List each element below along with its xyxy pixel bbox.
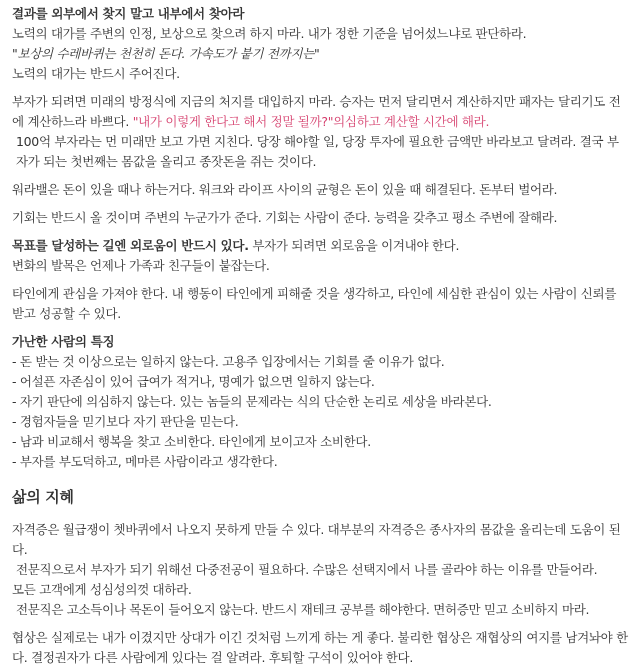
- paragraph-text: 부자가 되려면 외로움을 이겨내야 한다.: [248, 238, 460, 253]
- paragraph-line: 노력의 대가는 반드시 주어진다.: [12, 66, 180, 81]
- list-item: - 부자를 부도덕하고, 메마른 사람이라고 생각한다.: [12, 454, 278, 469]
- section-poor-traits: [12, 332, 628, 472]
- paragraph-line: 모든 고객에게 성심성의껏 대하라.: [12, 582, 192, 597]
- section-title: 가난한 사람의 특징: [12, 334, 115, 349]
- list-item: - 돈 받는 것 이상으로는 일하지 않는다. 고용주 입장에서는 기회를 줄 이유가 없다.: [12, 354, 445, 369]
- bold-text: 목표를 달성하는 길엔 외로움이 반드시 있다.: [12, 238, 249, 253]
- section-life-wisdom: [12, 520, 628, 620]
- paragraph-line: 전문직은 고소득이나 목돈이 들어오지 않는다. 반드시 재테크 공부를 해야한다. 면허증만 믿고 소비하지 마라.: [16, 602, 590, 617]
- list-item: - 자기 판단에 의심하지 않는다. 있는 놈들의 문제라는 식의 단순한 논리로 세상을 바라본다.: [12, 394, 492, 409]
- section-loneliness: [12, 236, 628, 276]
- paragraph-line: 워라밸은 돈이 있을 때나 하는거다. 워크와 라이프 사이의 균형은 돈이 있을 때 해결된다. 돈부터 벌어라.: [12, 182, 558, 197]
- paragraph: [12, 92, 628, 132]
- list-item: - 경험자들을 믿기보다 자기 판단을 믿는다.: [12, 414, 239, 429]
- list-item: - 남과 비교해서 행복을 찾고 소비한다. 타인에게 보이고자 소비한다.: [12, 434, 371, 449]
- paragraph-line: 변화의 발목은 언제나 가족과 친구들이 붙잡는다.: [12, 258, 270, 273]
- paragraph: 타인에게 관심을 가져야 한다. 내 행동이 타인에게 피해줄 것을 생각하고, 타인에 세심한 관심이 있는 사람이 신뢰를 받고 성공할 수 있다.: [12, 286, 617, 321]
- paragraph-line: 전문직으로서 부자가 되기 위해선 다중전공이 필요하다. 수많은 선택지에서 나를 골라야 하는 이유를 만들어라.: [16, 562, 598, 577]
- paragraph-text: 부자가 되려면 미래의 방정식에 지금의 처지를 대입하지 마라. 승자는 먼저 달리면서 계산하지만 패자는 달리기도 전에 계산하느라 바쁘다.: [12, 94, 621, 129]
- section-work-life: [12, 180, 628, 200]
- paragraph: 100억 부자라는 먼 미래만 보고 가면 지친다. 당장 해야할 일, 당장 투자에 필요한 금액만 바라보고 달려라. 결국 부자가 되는 첫번째는 몸값을 올리고 종잣돈을 쥐는 것이다.: [16, 134, 619, 169]
- section-title: 결과를 외부에서 찾지 말고 내부에서 찾아라: [12, 6, 245, 21]
- section-internal-reward: [12, 4, 628, 84]
- section-run-first: [12, 92, 628, 172]
- paragraph-line: 기회는 반드시 올 것이며 주변의 누군가가 준다. 기회는 사람이 준다. 능력을 갖추고 평소 주변에 잘해라.: [12, 210, 558, 225]
- highlighted-text: "내가 이렇게 한다고 해서 정말 될까?"의심하고 계산할 시간에 해라.: [132, 114, 490, 129]
- section-negotiation: [12, 628, 628, 668]
- paragraph-line: [12, 236, 628, 256]
- paragraph-line: 노력의 대가를 주변의 인정, 보상으로 찾으려 하지 마라. 내가 정한 기준을 넘어섰느냐로 판단하라.: [12, 26, 527, 41]
- quote-line: "보상의 수레바퀴는 천천히 돈다. 가속도가 붙기 전까지는": [12, 46, 320, 61]
- section-opportunity: [12, 208, 628, 228]
- paragraph: 자격증은 월급쟁이 쳇바퀴에서 나오지 못하게 만들 수 있다. 대부분의 자격증은 종사자의 몸값을 올리는데 도움이 된다.: [12, 522, 621, 557]
- section-heading: 삶의 지혜: [12, 488, 74, 506]
- section-care-for-others: [12, 284, 628, 324]
- paragraph: 협상은 실제로는 내가 이겼지만 상대가 이긴 것처럼 느끼게 하는 게 좋다. 불리한 협상은 재협상의 여지를 남겨놔야 한다. 결정권자가 다른 사람에게 있다는 걸 알려라. 후퇴할 구석이 있어야 한다.: [12, 630, 628, 665]
- list-item: - 어설픈 자존심이 있어 급여가 적거나, 명예가 없으면 일하지 않는다.: [12, 374, 375, 389]
